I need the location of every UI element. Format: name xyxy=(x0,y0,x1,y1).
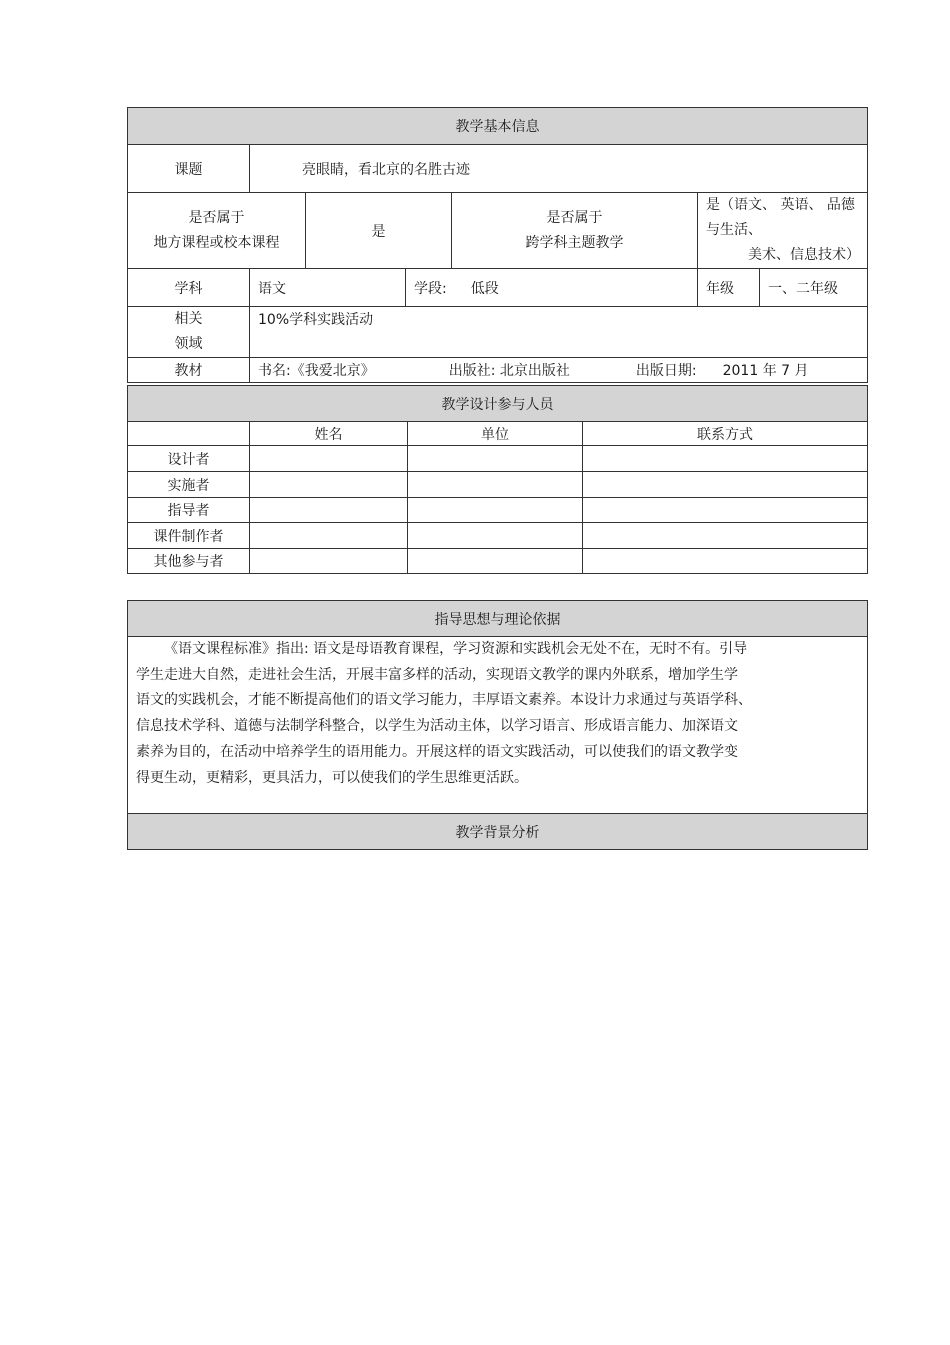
role-designer: 设计者 xyxy=(128,446,250,472)
table-row xyxy=(128,523,868,549)
unit-cell xyxy=(408,472,583,498)
theory-line-2: 学生走进大自然，走进社会生活，开展丰富多样的活动，实现语文教学的课内外联系，增加学生学 xyxy=(136,666,738,683)
contact-cell xyxy=(583,498,868,523)
background-header: 教学背景分析 xyxy=(128,814,868,850)
unit-cell xyxy=(408,446,583,472)
theory-header: 指导思想与理论依据 xyxy=(128,601,868,637)
role-other: 其他参与者 xyxy=(128,549,250,574)
cross-subject-label-line2: 跨学科主题教学 xyxy=(525,234,624,251)
cross-subject-value-line1: 是（语文、 英语、 品德与生活、 xyxy=(706,197,855,238)
contact-cell xyxy=(583,446,868,472)
theory-line-6: 得更生动，更精彩，更具活力，可以使我们的学生思维更活跃。 xyxy=(136,769,528,786)
col-header-blank xyxy=(128,422,250,446)
book-name: 书名:《我爱北京》 xyxy=(258,363,375,379)
basic-info-table xyxy=(127,107,868,383)
stage-label: 学段: xyxy=(414,280,447,297)
cross-subject-value xyxy=(698,193,868,269)
theory-line-1 xyxy=(136,637,795,663)
topic-value: 亮眼睛，看北京的名胜古迹 xyxy=(250,145,868,193)
theory-line-1-text: 《语文课程标准》指出: 语文是母语教育课程，学习资源和实践机会无处不在，无时不有。引导 xyxy=(164,641,748,657)
unit-cell xyxy=(408,498,583,523)
cross-subject-label-line1: 是否属于 xyxy=(546,209,603,226)
field-label xyxy=(128,307,250,358)
theory-table xyxy=(127,600,868,850)
role-implementer: 实施者 xyxy=(128,472,250,498)
unit-cell xyxy=(408,549,583,574)
col-header-name: 姓名 xyxy=(250,422,408,446)
contact-cell xyxy=(583,472,868,498)
theory-line-4: 信息技术学科、道德与法制学科整合，以学生为活动主体，以学习语言、形成语言能力、加深语文 xyxy=(136,718,738,735)
subject-value: 语文 xyxy=(250,269,406,307)
pub-date-value: 2011 年 7 月 xyxy=(722,363,809,379)
publisher: 出版社: 北京出版社 xyxy=(448,363,570,379)
field-label-line1: 相关 xyxy=(174,311,203,327)
name-cell xyxy=(250,498,408,523)
participants-table xyxy=(127,385,868,574)
name-cell xyxy=(250,523,408,549)
participants-header: 教学设计参与人员 xyxy=(128,386,868,422)
theory-line-5: 素养为目的，在活动中培养学生的语用能力。开展这样的语文实践活动，可以使我们的语文教学变 xyxy=(136,743,738,760)
grade-value: 一、二年级 xyxy=(760,269,868,307)
col-header-contact: 联系方式 xyxy=(583,422,868,446)
col-header-unit: 单位 xyxy=(408,422,583,446)
theory-line-3: 语文的实践机会，才能不断提高他们的语文学习能力，丰厚语文素养。本设计力求通过与英语学科、 xyxy=(136,692,752,709)
grade-label: 年级 xyxy=(698,269,760,307)
local-course-label-line2: 地方课程或校本课程 xyxy=(153,234,280,251)
pub-date-label: 出版日期: xyxy=(635,363,697,379)
local-course-label-line1: 是否属于 xyxy=(188,209,245,226)
topic-label: 课题 xyxy=(128,145,250,193)
cross-subject-label xyxy=(452,193,698,269)
basic-info-header: 教学基本信息 xyxy=(128,108,868,145)
name-cell xyxy=(250,446,408,472)
stage-value: 低段 xyxy=(470,280,499,297)
stage-cell xyxy=(406,269,698,307)
table-row xyxy=(128,446,868,472)
theory-paragraph xyxy=(128,637,868,814)
subject-label: 学科 xyxy=(128,269,250,307)
contact-cell xyxy=(583,523,868,549)
role-courseware-maker: 课件制作者 xyxy=(128,523,250,549)
table-row xyxy=(128,472,868,498)
name-cell xyxy=(250,549,408,574)
field-label-line2: 领域 xyxy=(174,336,203,352)
local-course-label xyxy=(128,193,306,269)
table-row xyxy=(128,549,868,574)
textbook-label: 教材 xyxy=(128,358,250,383)
table-row xyxy=(128,498,868,523)
field-value: 10%学科实践活动 xyxy=(250,307,868,358)
name-cell xyxy=(250,472,408,498)
cross-subject-value-line2: 美术、信息技术） xyxy=(748,247,860,263)
unit-cell xyxy=(408,523,583,549)
textbook-value xyxy=(250,358,868,383)
contact-cell xyxy=(583,549,868,574)
local-course-value: 是 xyxy=(306,193,452,269)
role-advisor: 指导者 xyxy=(128,498,250,523)
